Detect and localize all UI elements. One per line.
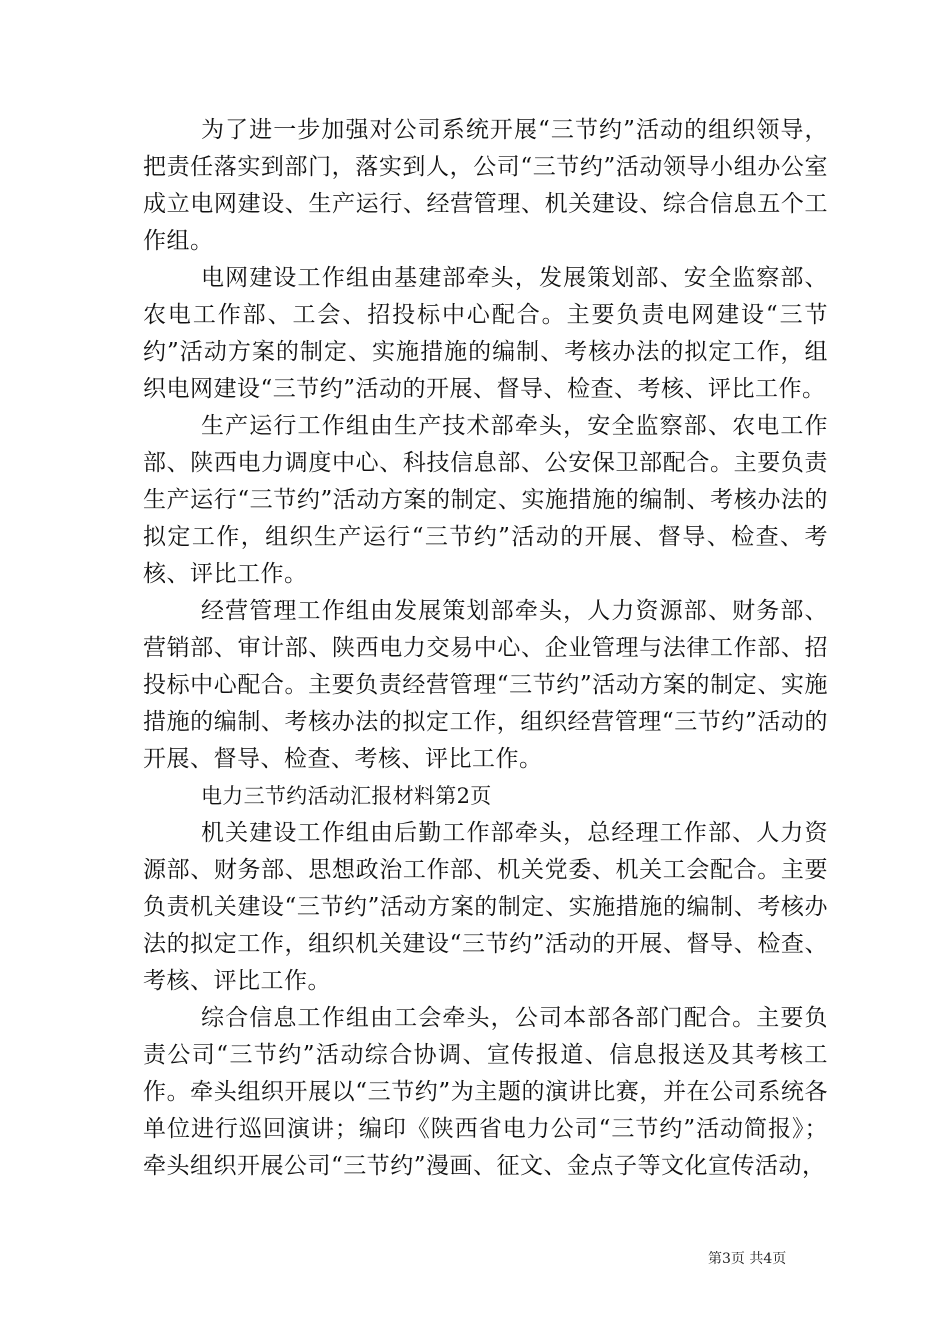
paragraph: 电网建设工作组由基建部牵头，发展策划部、安全监察部、农电工作部、工会、招投标中心配合。主要负责电网建设“三节约”活动方案的制定、实施措施的编制、考核办法的拟定工作，组织电网建设“三节约”活动的开展、督导、检查、考核、评比工作。 xyxy=(143,265,828,402)
page-number-footer: 第3页 共4页 xyxy=(708,1251,787,1267)
section-heading: 电力三节约活动汇报材料第2页 xyxy=(201,784,492,808)
paragraph: 经营管理工作组由发展策划部牵头，人力资源部、财务部、营销部、审计部、陕西电力交易中心、企业管理与法律工作部、招投标中心配合。主要负责经营管理“三节约”活动方案的制定、实施措施的编制、考核办法的拟定工作，组织经营管理“三节约”活动的开展、督导、检查、考核、评比工作。 xyxy=(143,598,828,772)
paragraph: 综合信息工作组由工会牵头，公司本部各部门配合。主要负责公司“三节约”活动综合协调、宣传报道、信息报送及其考核工作。牵头组织开展以“三节约”为主题的演讲比赛，并在公司系统各单位进行巡回演讲；编印《陕西省电力公司“三节约”活动简报》；牵头组织开展公司“三节约”漫画、征文、金点子等文化宣传活动， xyxy=(143,1005,828,1179)
paragraph: 机关建设工作组由后勤工作部牵头，总经理工作部、人力资源部、财务部、思想政治工作部、机关党委、机关工会配合。主要负责机关建设“三节约”活动方案的制定、实施措施的编制、考核办法的拟定工作，组织机关建设“三节约”活动的开展、督导、检查、考核、评比工作。 xyxy=(143,820,828,994)
document-body xyxy=(143,112,828,1185)
paragraph: 生产运行工作组由生产技术部牵头，安全监察部、农电工作部、陕西电力调度中心、科技信息部、公安保卫部配合。主要负责生产运行“三节约”活动方案的制定、实施措施的编制、考核办法的拟定工作，组织生产运行“三节约”活动的开展、督导、检查、考核、评比工作。 xyxy=(143,413,828,587)
paragraph: 为了进一步加强对公司系统开展“三节约”活动的组织领导，把责任落实到部门，落实到人，公司“三节约”活动领导小组办公室成立电网建设、生产运行、经营管理、机关建设、综合信息五个工作组。 xyxy=(143,117,828,254)
